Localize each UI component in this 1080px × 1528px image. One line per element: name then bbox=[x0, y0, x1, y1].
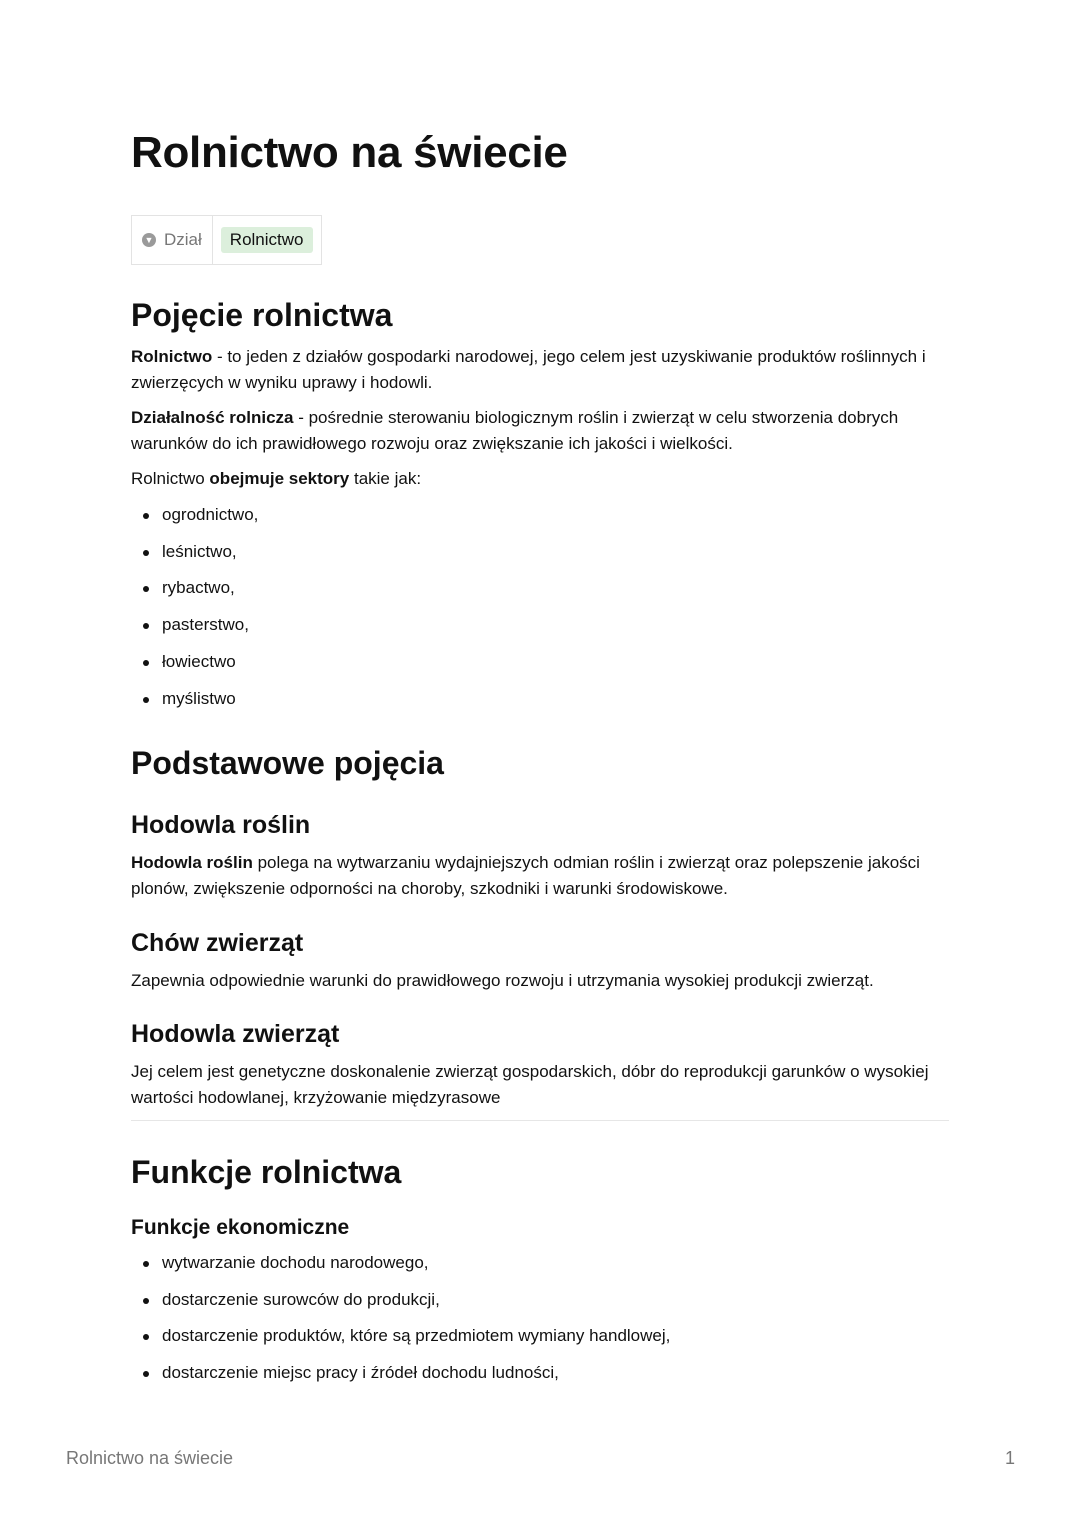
bold-term: obejmuje sektory bbox=[209, 469, 350, 488]
subsection-heading: Hodowla roślin bbox=[131, 811, 311, 839]
definition-dzialalnosc bbox=[131, 405, 949, 457]
section-heading: Podstawowe pojęcia bbox=[131, 745, 444, 781]
list-item: dostarczenie surowców do produkcji, bbox=[131, 1282, 949, 1319]
list-item: wytwarzanie dochodu narodowego, bbox=[131, 1245, 949, 1282]
paragraph: Jej celem jest genetyczne doskonalenie zwierząt gospodarskich, dóbr do reprodukcji garunków o wysokiej wartości hodowlanej, krzyżowanie międzyrasowe bbox=[131, 1062, 929, 1107]
subsection-chow-zwierzat bbox=[131, 929, 949, 958]
paragraph bbox=[131, 344, 949, 396]
page-title: Rolnictwo na świecie bbox=[131, 128, 568, 177]
chevron-down-circle-icon: ▼ bbox=[142, 233, 156, 247]
paragraph bbox=[131, 405, 949, 457]
bold-term: Działalność rolnicza bbox=[131, 408, 294, 427]
list-item: dostarczenie produktów, które są przedmiotem wymiany handlowej, bbox=[131, 1318, 949, 1355]
section-heading: Pojęcie rolnictwa bbox=[131, 297, 393, 333]
hodowla-roslin-text bbox=[131, 850, 949, 902]
subsection-heading: Funkcje ekonomiczne bbox=[131, 1216, 350, 1239]
list-item: rybactwo, bbox=[131, 570, 949, 607]
sectors-list bbox=[131, 497, 949, 717]
funkcje-list bbox=[131, 1245, 949, 1392]
list-item: ogrodnictwo, bbox=[131, 497, 949, 534]
subsection-hodowla-zwierzat bbox=[131, 1020, 949, 1049]
paragraph: Zapewnia odpowiednie warunki do prawidłowego rozwoju i utrzymania wysokiej produkcji zwierząt. bbox=[131, 971, 874, 990]
bold-term: Rolnictwo bbox=[131, 347, 213, 366]
section-pojecie-rolnictwa bbox=[131, 297, 949, 334]
paragraph-text: Rolnictwo bbox=[131, 469, 210, 488]
paragraph bbox=[131, 466, 949, 492]
paragraph-text: polega na wytwarzaniu wydajniejszych odmian roślin i zwierząt oraz polepszenie jakości plonów, zwiększenie odporności na choroby, szkodniki i warunki środowiskowe. bbox=[131, 853, 920, 898]
page-number: 1 bbox=[1004, 1448, 1015, 1468]
chow-zwierzat-text bbox=[131, 968, 949, 994]
property-row bbox=[131, 215, 322, 265]
hodowla-zwierzat-text bbox=[131, 1059, 949, 1111]
sectors-intro bbox=[131, 466, 949, 492]
list-item: myślistwo bbox=[131, 681, 949, 718]
footer-title: Rolnictwo na świecie bbox=[66, 1448, 234, 1468]
paragraph-text: takie jak: bbox=[349, 469, 422, 488]
subsection-heading: Chów zwierząt bbox=[131, 929, 304, 957]
property-value bbox=[213, 216, 321, 264]
section-podstawowe-pojecia bbox=[131, 745, 949, 782]
bold-term: Hodowla roślin bbox=[131, 853, 253, 872]
section-heading: Funkcje rolnictwa bbox=[131, 1154, 402, 1190]
subsection-heading: Hodowla zwierząt bbox=[131, 1020, 340, 1048]
paragraph-text: - to jeden z działów gospodarki narodowej, jego celem jest uzyskiwanie produktów roślinnych i zwierzęcych w wyniku uprawy i hodowli. bbox=[131, 347, 926, 392]
paragraph-text: - pośrednie sterowaniu biologicznym roślin i zwierząt w celu stworzenia dobrych warunków do ich prawidłowego rozwoju oraz zwiększanie ich jakości i wielkości. bbox=[131, 408, 899, 453]
subsection-funkcje-ekonomiczne bbox=[131, 1216, 949, 1240]
list-item: dostarczenie miejsc pracy i źródeł dochodu ludności, bbox=[131, 1355, 949, 1392]
section-funkcje-rolnictwa bbox=[131, 1154, 949, 1191]
definition-rolnictwo bbox=[131, 344, 949, 396]
property-label: Dział bbox=[164, 230, 202, 249]
list-item: łowiectwo bbox=[131, 644, 949, 681]
list-item: leśnictwo, bbox=[131, 534, 949, 571]
subsection-hodowla-roslin bbox=[131, 811, 949, 840]
divider bbox=[131, 1120, 949, 1121]
property-tag: Rolnictwo bbox=[221, 227, 313, 253]
list-item: pasterstwo, bbox=[131, 607, 949, 644]
paragraph bbox=[131, 850, 949, 902]
property-name bbox=[132, 216, 213, 264]
